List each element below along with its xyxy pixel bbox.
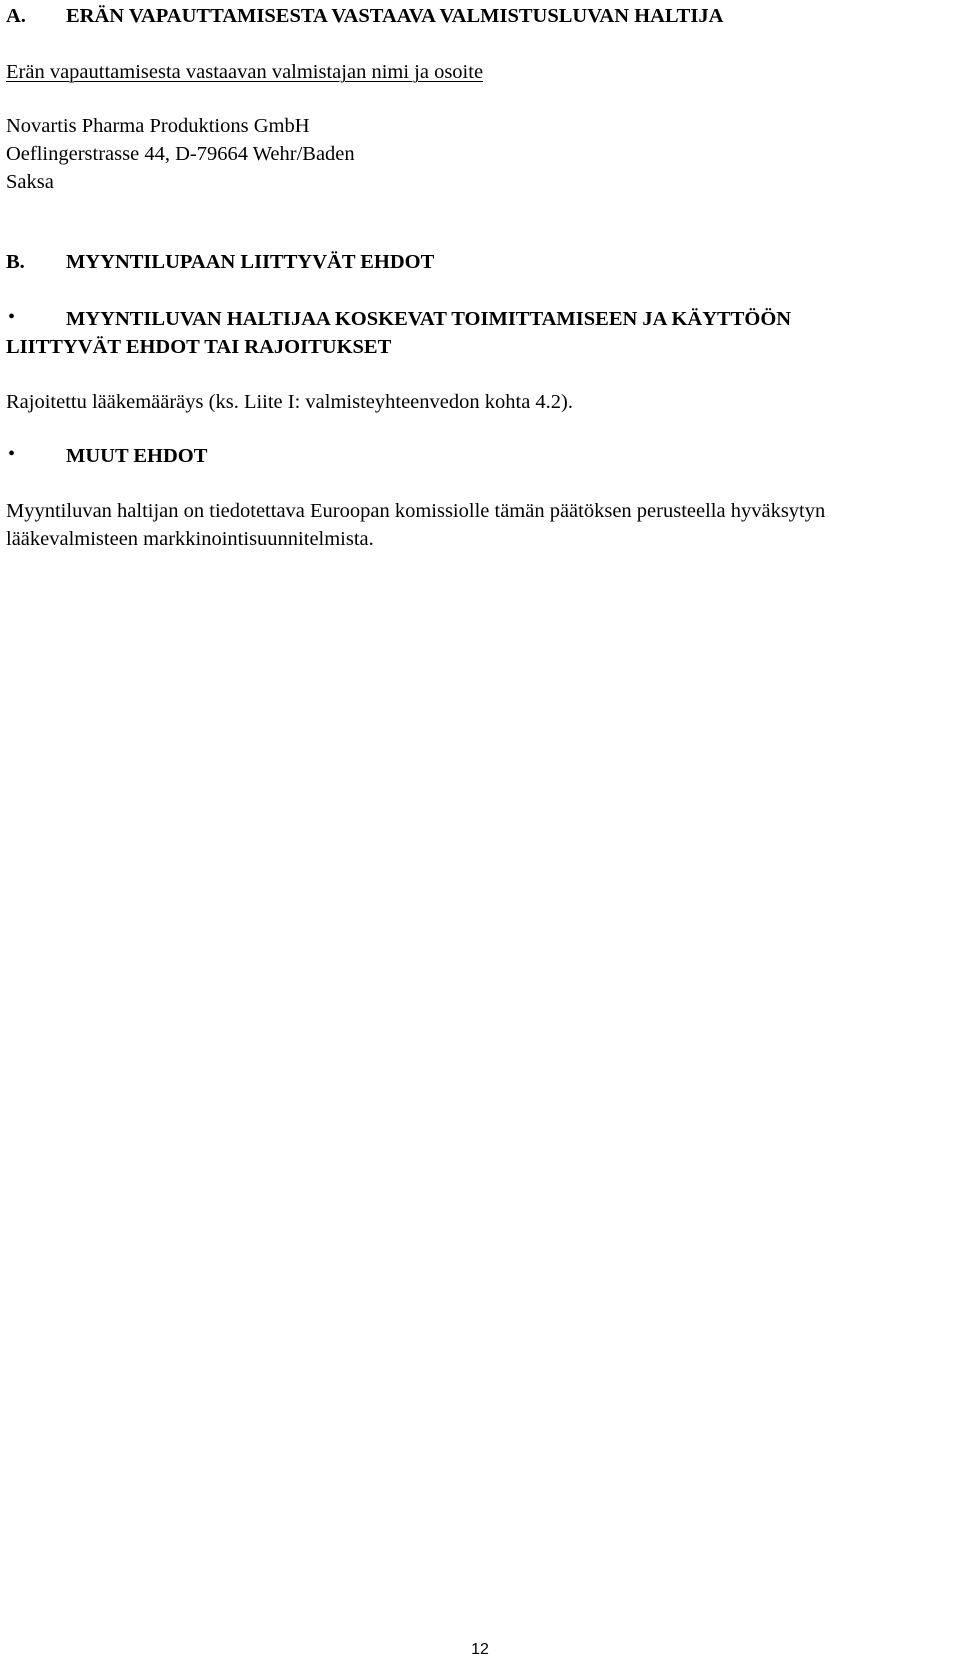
address-line-street: Oeflingerstrasse 44, D-79664 Wehr/Baden: [6, 143, 355, 165]
bullet2-title: MUUT EHDOT: [66, 445, 208, 467]
section-a-letter: A.: [6, 5, 26, 27]
bullet-icon: •: [8, 306, 16, 328]
bullet1-title-line2: LIITTYVÄT EHDOT TAI RAJOITUKSET: [6, 336, 392, 358]
bullet2-body-line1: Myyntiluvan haltijan on tiedotettava Euroopan komissiolle tämän päätöksen perusteella hyväksytyn: [6, 500, 826, 522]
bullet1-body: Rajoitettu lääkemääräys (ks. Liite I: valmisteyhteenvedon kohta 4.2).: [6, 391, 573, 413]
address-line-company: Novartis Pharma Produktions GmbH: [6, 115, 310, 137]
bullet-icon: •: [8, 443, 16, 465]
page-number: 12: [471, 1641, 489, 1658]
address-line-country: Saksa: [6, 171, 54, 193]
section-b-heading: MYYNTILUPAAN LIITTYVÄT EHDOT: [66, 251, 435, 273]
bullet2-body-line2: lääkevalmisteen markkinointisuunnitelmista.: [6, 528, 374, 550]
section-b-letter: B.: [6, 251, 25, 273]
section-a-heading: ERÄN VAPAUTTAMISESTA VASTAAVA VALMISTUSLUVAN HALTIJA: [66, 5, 724, 27]
section-a-subheading: Erän vapauttamisesta vastaavan valmistajan nimi ja osoite: [6, 61, 484, 83]
bullet1-title-line1: MYYNTILUVAN HALTIJAA KOSKEVAT TOIMITTAMISEEN JA KÄYTTÖÖN: [66, 308, 792, 330]
